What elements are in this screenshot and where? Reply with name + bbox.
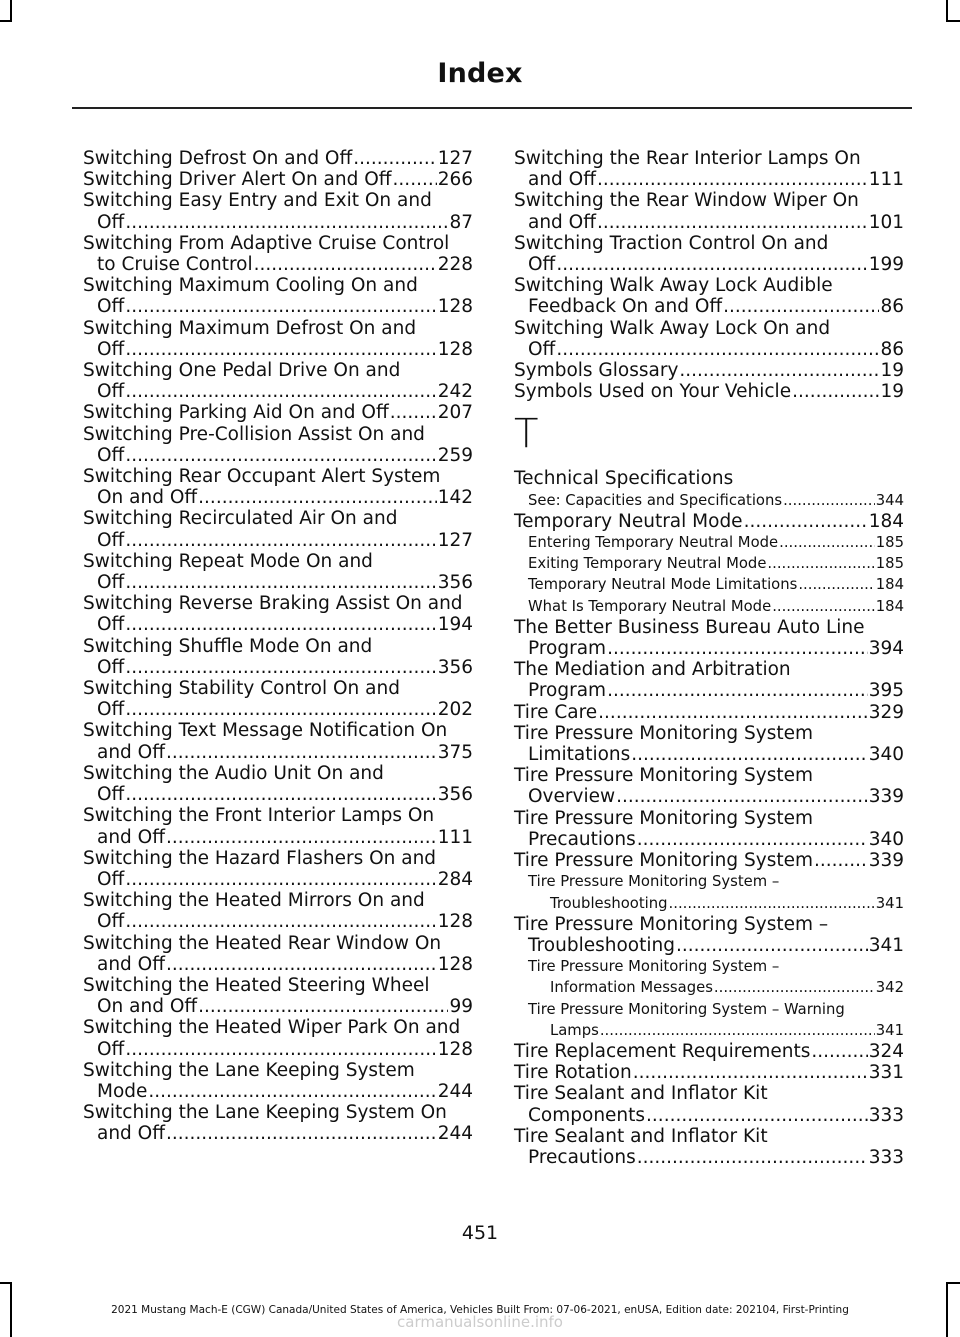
page-ref: 244: [437, 1123, 473, 1145]
index-entry[interactable]: [83, 466, 473, 508]
index-entry[interactable]: [83, 763, 473, 805]
page-ref: 86: [880, 296, 904, 318]
index-entry-title: Tire Pressure Monitoring System: [514, 850, 814, 872]
index-entry[interactable]: [514, 233, 904, 275]
index-entry-continuation: Off: [97, 911, 125, 933]
index-entry-continuation: Troubleshooting: [528, 934, 675, 956]
page-ref: 142: [437, 487, 473, 509]
dot-leader: [631, 744, 867, 765]
index-entry-title: The Better Business Bureau Auto Line: [514, 616, 865, 638]
page-ref: 128: [437, 338, 473, 360]
page-ref: 356: [437, 572, 473, 594]
dot-leader: [125, 296, 436, 317]
page-ref: 127: [437, 148, 473, 169]
page-ref: 199: [868, 254, 904, 276]
page-ref: 333: [868, 1146, 904, 1168]
page-ref: 127: [437, 529, 473, 551]
page-title: Index: [437, 58, 523, 89]
dot-leader: [125, 212, 448, 233]
page-ref: 19: [880, 381, 904, 403]
page-ref: 184: [868, 510, 904, 532]
index-entry[interactable]: [514, 659, 904, 701]
index-column-right: [514, 148, 904, 1168]
index-entry[interactable]: [83, 318, 473, 360]
index-subentry-title: What Is Temporary Neutral Mode: [528, 597, 772, 615]
dot-leader: [556, 339, 879, 360]
index-entry-continuation: Off: [97, 381, 125, 403]
index-entry-continuation: Off: [97, 699, 125, 721]
index-entry-continuation: and Off: [528, 169, 596, 191]
dot-leader: [676, 935, 868, 956]
index-subentry-continuation: Information Messages: [550, 979, 713, 997]
index-entry-title: The Mediation and Arbitration: [514, 659, 791, 681]
dot-leader: [198, 487, 437, 508]
dot-leader: [125, 1039, 436, 1060]
page-ref: 242: [437, 381, 473, 403]
index-entry-title: Switching Stability Control On and: [83, 678, 400, 700]
index-entry-title: Switching the Lane Keeping System On: [83, 1102, 447, 1124]
index-subentry[interactable]: [514, 871, 904, 913]
index-entry-title: Switching the Heated Steering Wheel: [83, 974, 430, 996]
index-entry-continuation: Off: [97, 656, 125, 678]
index-entry[interactable]: [514, 190, 904, 232]
index-entry[interactable]: [83, 678, 473, 720]
page-ref: 375: [437, 741, 473, 763]
index-entry-title: Switching Traction Control On and: [514, 232, 829, 254]
dot-leader: [556, 254, 867, 275]
dot-leader: [254, 254, 437, 275]
index-entry-title: Symbols Glossary: [514, 360, 679, 382]
page-ref: 184: [875, 576, 904, 594]
index-entry-continuation: Program: [528, 680, 607, 702]
index-entry-continuation: On and Off: [97, 996, 198, 1018]
index-entry-continuation: Off: [97, 614, 125, 636]
index-entry-continuation: to Cruise Control: [97, 254, 253, 276]
index-column-left: [83, 148, 473, 1145]
dot-leader: [125, 381, 436, 402]
dot-leader: [125, 614, 436, 635]
dot-leader: [148, 1081, 436, 1102]
page-ref: 194: [437, 614, 473, 636]
index-subentry-continuation: Troubleshooting: [550, 894, 668, 912]
page-number: 451: [461, 1222, 499, 1244]
index-entry-title: Tire Pressure Monitoring System: [514, 765, 814, 787]
page-ref: 331: [868, 1062, 904, 1084]
index-entry[interactable]: [83, 148, 473, 169]
index-entry-title: Tire Pressure Monitoring System: [514, 722, 814, 744]
dot-leader: [597, 169, 868, 190]
index-entry-title: Switching the Lane Keeping System: [83, 1059, 415, 1081]
crop-mark: [0, 20, 12, 22]
index-entry[interactable]: [514, 275, 904, 317]
index-subentry-title: Temporary Neutral Mode Limitations: [528, 576, 798, 594]
dot-leader: [811, 1041, 867, 1062]
index-entry-title: Switching Defrost On and Off: [83, 148, 353, 169]
index-entry[interactable]: [514, 1126, 904, 1168]
watermark: carmanualsonline.info: [397, 1313, 563, 1331]
page-ref: 228: [437, 254, 473, 276]
dot-leader: [597, 212, 868, 233]
index-entry-continuation: and Off: [97, 1123, 165, 1145]
index-entry-title: Tire Sealant and Inflator Kit: [514, 1125, 768, 1147]
index-entry-title: Tire Pressure Monitoring System –: [514, 913, 829, 935]
page-ref: 284: [437, 868, 473, 890]
dot-leader: [598, 702, 868, 723]
dot-leader: [390, 402, 437, 423]
dot-leader: [637, 829, 868, 850]
index-entry[interactable]: [83, 169, 473, 190]
index-subentry[interactable]: [514, 596, 904, 617]
index-entry-title: Tire Sealant and Inflator Kit: [514, 1083, 768, 1105]
header-divider: [72, 107, 912, 109]
dot-leader: [166, 1123, 437, 1144]
index-entry-title: Switching Pre-Collision Assist On and: [83, 423, 425, 445]
index-entry-title: Switching Maximum Defrost On and: [83, 317, 417, 339]
index-entry-title: Switching Easy Entry and Exit On and: [83, 190, 432, 212]
dot-leader: [125, 657, 436, 678]
index-entry-title: Temporary Neutral Mode: [514, 510, 743, 532]
index-entry[interactable]: [514, 702, 904, 723]
dot-leader: [607, 680, 868, 701]
dot-leader: [125, 699, 436, 720]
index-entry-title: Switching the Heated Mirrors On and: [83, 890, 425, 912]
index-entry-continuation: Off: [97, 868, 125, 890]
index-entry-continuation: and Off: [97, 741, 165, 763]
page-ref: 266: [437, 169, 473, 191]
dot-leader: [166, 954, 437, 975]
index-entry-continuation: Off: [97, 444, 125, 466]
dot-leader: [600, 1020, 875, 1041]
index-entry-continuation: On and Off: [97, 487, 198, 509]
index-entry-title: Switching Reverse Braking Assist On and: [83, 593, 463, 615]
footer-text: 2021 Mustang Mach-E (CGW) Canada/United States of America, Vehicles Built From: 07-06-2021, enUSA, Edition date: 202104, First-Printing: [111, 1304, 849, 1316]
index-entry-title: Switching the Rear Window Wiper On: [514, 190, 859, 212]
dot-leader: [125, 911, 436, 932]
crop-mark: [946, 1282, 960, 1284]
crop-mark: [946, 0, 948, 22]
page-ref: 244: [437, 1080, 473, 1102]
page-ref: 356: [437, 784, 473, 806]
index-entry-title: Tire Rotation: [514, 1062, 632, 1084]
index-entry[interactable]: [83, 1017, 473, 1059]
index-entry-continuation: Precautions: [528, 828, 636, 850]
index-entry[interactable]: [514, 765, 904, 807]
index-subentry-title: Exiting Temporary Neutral Mode: [528, 555, 767, 573]
see-reference[interactable]: [514, 490, 904, 511]
dot-leader: [779, 532, 875, 553]
dot-leader: [772, 596, 875, 617]
index-entry-continuation: Off: [97, 529, 125, 551]
index-entry-title: Switching the Heated Rear Window On: [83, 932, 442, 954]
see-reference-text: See: Capacities and Specifications: [528, 491, 783, 509]
index-entry[interactable]: [83, 805, 473, 847]
dot-leader: [679, 360, 879, 381]
dot-leader: [814, 850, 868, 871]
index-entry[interactable]: [83, 933, 473, 975]
index-entry-title: Switching Text Message Notification On: [83, 720, 448, 742]
dot-leader: [166, 827, 437, 848]
page-ref: 340: [868, 744, 904, 766]
index-entry-title: Switching the Rear Interior Lamps On: [514, 148, 861, 169]
index-entry-title: Switching the Heated Wiper Park On and: [83, 1017, 461, 1039]
page-ref: 339: [868, 786, 904, 808]
page-ref: 339: [868, 850, 904, 872]
page-ref: 329: [868, 701, 904, 723]
dot-leader: [616, 786, 868, 807]
index-entry-title: Switching Repeat Mode On and: [83, 550, 373, 572]
dot-leader: [646, 1105, 868, 1126]
index-entry-continuation: Off: [528, 254, 556, 276]
index-entry[interactable]: [83, 508, 473, 550]
page-ref: 394: [868, 638, 904, 660]
index-entry-technical-specifications[interactable]: [514, 468, 904, 489]
page-ref: 341: [868, 934, 904, 956]
dot-leader: [198, 996, 448, 1017]
index-entry[interactable]: [514, 1083, 904, 1125]
dot-leader: [125, 572, 436, 593]
index-entry[interactable]: [514, 360, 904, 381]
index-subentry[interactable]: [514, 553, 904, 574]
index-entry-title: Switching Walk Away Lock On and: [514, 317, 831, 339]
page-ref: 99: [449, 996, 473, 1018]
index-subentry-title: Entering Temporary Neutral Mode: [528, 534, 779, 552]
page-ref: 356: [437, 656, 473, 678]
index-entry[interactable]: [83, 636, 473, 678]
page-ref: 128: [437, 296, 473, 318]
index-entry-continuation: Off: [97, 572, 125, 594]
page-ref: 341: [875, 894, 904, 912]
index-entry-continuation: Off: [97, 211, 125, 233]
page-ref: 87: [449, 211, 473, 233]
page-ref: 185: [875, 555, 904, 573]
index-entry[interactable]: [83, 402, 473, 423]
index-entry[interactable]: [514, 808, 904, 850]
index-entry[interactable]: [83, 720, 473, 762]
dot-leader: [669, 893, 875, 914]
page-ref: 202: [437, 699, 473, 721]
index-subentry-title: Tire Pressure Monitoring System –: [528, 958, 780, 976]
index-subentry[interactable]: [514, 532, 904, 553]
dot-leader: [125, 339, 436, 360]
page-ref: 111: [437, 826, 473, 848]
page-ref: 324: [868, 1040, 904, 1062]
page-ref: 341: [875, 1021, 904, 1039]
dot-leader: [125, 445, 436, 466]
dot-leader: [714, 977, 875, 998]
dot-leader: [125, 869, 436, 890]
index-entry-title: Switching Maximum Cooling On and: [83, 275, 418, 297]
page-ref: 395: [868, 680, 904, 702]
index-entry-title: Switching Driver Alert On and Off: [83, 169, 392, 191]
dot-leader: [393, 169, 437, 190]
index-entry[interactable]: [83, 975, 473, 1017]
index-entry[interactable]: [514, 1062, 904, 1083]
page-ref: 184: [875, 597, 904, 615]
index-entry-continuation: Off: [97, 1038, 125, 1060]
page-ref: 111: [868, 169, 904, 191]
index-entry[interactable]: [514, 318, 904, 360]
index-entry-continuation: Limitations: [528, 744, 631, 766]
page-ref: 128: [437, 1038, 473, 1060]
index-entry-continuation: Off: [528, 338, 556, 360]
index-entry-title: Switching the Front Interior Lamps On: [83, 805, 435, 827]
index-entry[interactable]: [83, 233, 473, 275]
index-subentry-continuation: Lamps: [550, 1021, 599, 1039]
crop-mark: [10, 0, 12, 22]
section-letter: T: [514, 411, 539, 458]
dot-leader: [723, 296, 879, 317]
dot-leader: [798, 574, 874, 595]
index-entry-continuation: Feedback On and Off: [528, 296, 723, 318]
index-entry-title: Technical Specifications: [514, 468, 734, 490]
crop-mark: [0, 1282, 12, 1284]
index-entry-title: Switching From Adaptive Cruise Control: [83, 232, 450, 254]
index-entry-continuation: Overview: [528, 786, 616, 808]
page-ref: 340: [868, 828, 904, 850]
index-entry-continuation: Precautions: [528, 1146, 636, 1168]
page-ref: 344: [875, 491, 904, 509]
index-subentry[interactable]: [514, 999, 904, 1041]
index-entry[interactable]: [514, 914, 904, 956]
index-entry[interactable]: [83, 551, 473, 593]
page-ref: 259: [437, 444, 473, 466]
index-entry[interactable]: [83, 190, 473, 232]
dot-leader: [767, 553, 874, 574]
index-entry-continuation: and Off: [97, 953, 165, 975]
page-ref: 333: [868, 1104, 904, 1126]
index-entry-title: Switching Recirculated Air On and: [83, 508, 398, 530]
index-entry-continuation: Off: [97, 784, 125, 806]
index-entry[interactable]: [514, 381, 904, 402]
index-entry-continuation: and Off: [528, 211, 596, 233]
index-entry[interactable]: [83, 593, 473, 635]
index-subentry-title: Tire Pressure Monitoring System – Warning: [528, 1000, 845, 1018]
index-subentry[interactable]: [514, 956, 904, 998]
index-entry-continuation: Off: [97, 338, 125, 360]
index-entry-continuation: Components: [528, 1104, 646, 1126]
index-entry[interactable]: [83, 275, 473, 317]
index-entry[interactable]: [83, 424, 473, 466]
index-subentry[interactable]: [514, 574, 904, 595]
index-entry-title: Switching One Pedal Drive On and: [83, 360, 401, 382]
index-subentry-title: Tire Pressure Monitoring System –: [528, 873, 780, 891]
index-entry-title: Tire Pressure Monitoring System: [514, 807, 814, 829]
index-entry[interactable]: [83, 890, 473, 932]
dot-leader: [744, 511, 868, 532]
index-entry-title: Switching Parking Aid On and Off: [83, 402, 389, 424]
page-ref: 101: [868, 211, 904, 233]
dot-leader: [125, 784, 436, 805]
page-ref: 128: [437, 953, 473, 975]
index-entry[interactable]: [514, 723, 904, 765]
index-entry[interactable]: [514, 1041, 904, 1062]
index-entry[interactable]: [83, 1060, 473, 1102]
page-ref: 128: [437, 911, 473, 933]
page-ref: 19: [880, 360, 904, 382]
index-entry[interactable]: [514, 511, 904, 532]
crop-mark: [946, 20, 960, 22]
dot-leader: [783, 490, 875, 511]
index-entry[interactable]: [83, 360, 473, 402]
dot-leader: [607, 638, 868, 659]
page-ref: 86: [880, 338, 904, 360]
page-ref: 207: [437, 402, 473, 424]
dot-leader: [792, 381, 879, 402]
index-entry-title: Switching Walk Away Lock Audible: [514, 275, 833, 297]
index-entry-continuation: and Off: [97, 826, 165, 848]
index-entry-title: Switching the Hazard Flashers On and: [83, 847, 437, 869]
index-entry[interactable]: [514, 148, 904, 190]
index-entry-title: Switching Rear Occupant Alert System: [83, 466, 441, 488]
dot-leader: [166, 742, 437, 763]
index-entry-title: Switching the Audio Unit On and: [83, 762, 384, 784]
index-entry-title: Tire Replacement Requirements: [514, 1040, 811, 1062]
index-entry[interactable]: [83, 1102, 473, 1144]
index-entry[interactable]: [514, 850, 904, 871]
dot-leader: [125, 530, 436, 551]
page-ref: 342: [875, 979, 904, 997]
index-entry-title: Symbols Used on Your Vehicle: [514, 381, 792, 403]
index-entry-continuation: Mode: [97, 1080, 148, 1102]
index-entry[interactable]: [83, 848, 473, 890]
index-entry-title: Tire Care: [514, 701, 598, 723]
index-entry-title: Switching Shuffle Mode On and: [83, 635, 373, 657]
page-ref: 185: [875, 534, 904, 552]
dot-leader: [637, 1147, 868, 1168]
index-entry-continuation: Off: [97, 296, 125, 318]
index-entry[interactable]: [514, 617, 904, 659]
index-entry-continuation: Program: [528, 638, 607, 660]
dot-leader: [633, 1062, 868, 1083]
dot-leader: [353, 148, 436, 169]
